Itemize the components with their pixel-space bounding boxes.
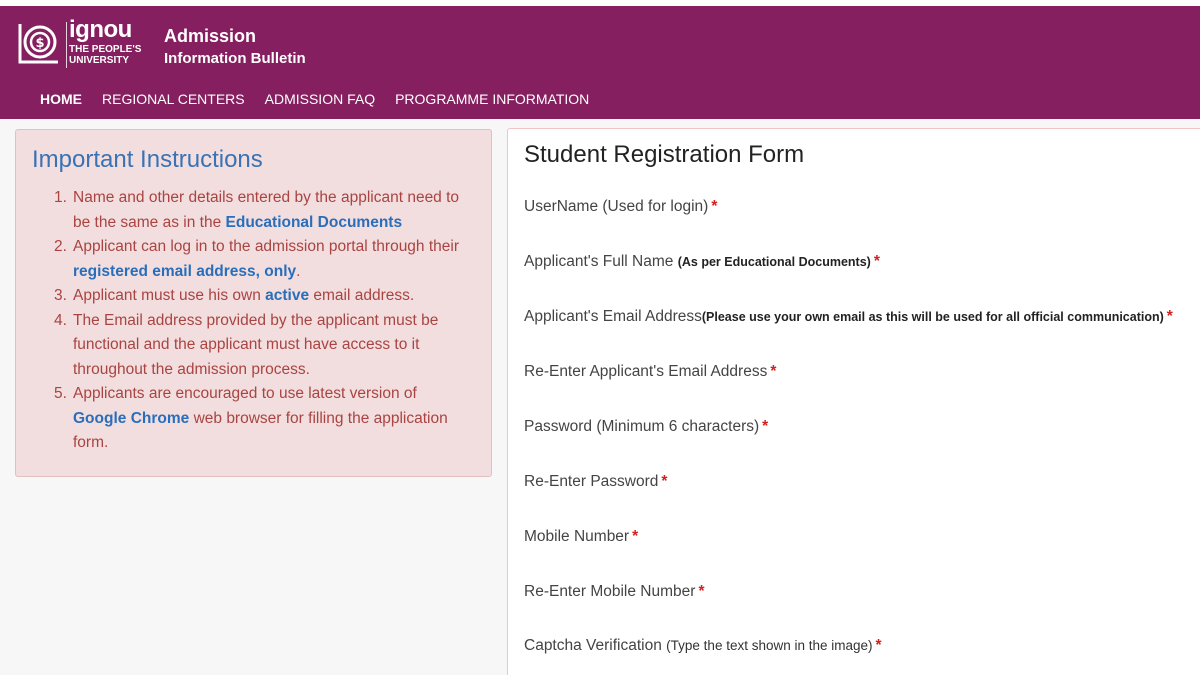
reenter-email-label[interactable]: Re-Enter Applicant's Email Address * <box>524 363 777 380</box>
captcha-label[interactable]: Captcha Verification (Type the text shown in the image) * <box>524 637 882 654</box>
instruction-item: 1. Name and other details entered by the applicant need to be the same as in the Educational Documents <box>54 189 460 231</box>
required-mark: * <box>661 473 668 490</box>
instruction-item: 5. Applicants are encouraged to use latest version of Google Chrome web browser for filling the application form. <box>54 385 448 451</box>
instructions-panel <box>15 129 492 477</box>
nav-item-programme-information[interactable]: PROGRAMME INFORMATION <box>395 91 590 107</box>
required-mark: * <box>632 528 639 545</box>
highlight-text: Educational Documents <box>225 213 403 231</box>
instructions-title: Important Instructions <box>32 146 263 173</box>
nav-item-admission-faq[interactable]: ADMISSION FAQ <box>264 91 376 107</box>
username-label[interactable]: UserName (Used for login) * <box>524 198 718 215</box>
full-name-label[interactable]: Applicant's Full Name (As per Educational Documents) * <box>524 253 880 270</box>
required-mark: * <box>875 637 882 654</box>
instruction-item: 4. The Email address provided by the applicant must be functional and the applicant must have access to it throughout the admission process. <box>54 311 439 378</box>
email-label[interactable]: Applicant's Email Address(Please use your own email as this will be used for all official communication) * <box>524 308 1173 325</box>
logo-tagline: THE PEOPLE'S UNIVERSITY <box>69 44 142 66</box>
required-mark: * <box>762 418 769 435</box>
reenter-mobile-label[interactable]: Re-Enter Mobile Number * <box>524 583 705 600</box>
main-nav <box>40 90 609 118</box>
required-mark: * <box>873 253 880 270</box>
logo-wordmark: ignou <box>69 16 132 43</box>
required-mark: * <box>698 583 705 600</box>
highlight-text: Google Chrome <box>73 409 190 427</box>
required-mark: * <box>1166 308 1173 325</box>
password-label[interactable]: Password (Minimum 6 characters) * <box>524 418 769 435</box>
instruction-item: 3. Applicant must use his own active email address. <box>54 287 415 304</box>
instruction-item: 2. Applicant can log in to the admission portal through their registered email address, only. <box>54 238 460 280</box>
site-header <box>0 6 1200 119</box>
reenter-password-label[interactable]: Re-Enter Password * <box>524 473 668 490</box>
logo-divider <box>66 22 67 68</box>
brand-title: Admission <box>164 26 257 46</box>
registration-form <box>507 128 1200 675</box>
form-title: Student Registration Form <box>524 141 805 168</box>
instructions-list <box>54 186 474 456</box>
ignou-emblem-icon <box>14 18 64 68</box>
mobile-number-label[interactable]: Mobile Number * <box>524 528 639 545</box>
highlight-text: active <box>265 287 310 304</box>
svg-text:$: $ <box>35 36 45 51</box>
highlight-text: registered email address, only <box>73 262 297 280</box>
required-mark: * <box>711 198 718 215</box>
required-mark: * <box>770 363 777 380</box>
ignou-logo[interactable] <box>14 16 142 74</box>
brand-subtitle: Information Bulletin <box>164 50 306 67</box>
nav-item-regional-centers[interactable]: REGIONAL CENTERS <box>102 91 245 107</box>
nav-item-home[interactable]: HOME <box>40 91 82 107</box>
